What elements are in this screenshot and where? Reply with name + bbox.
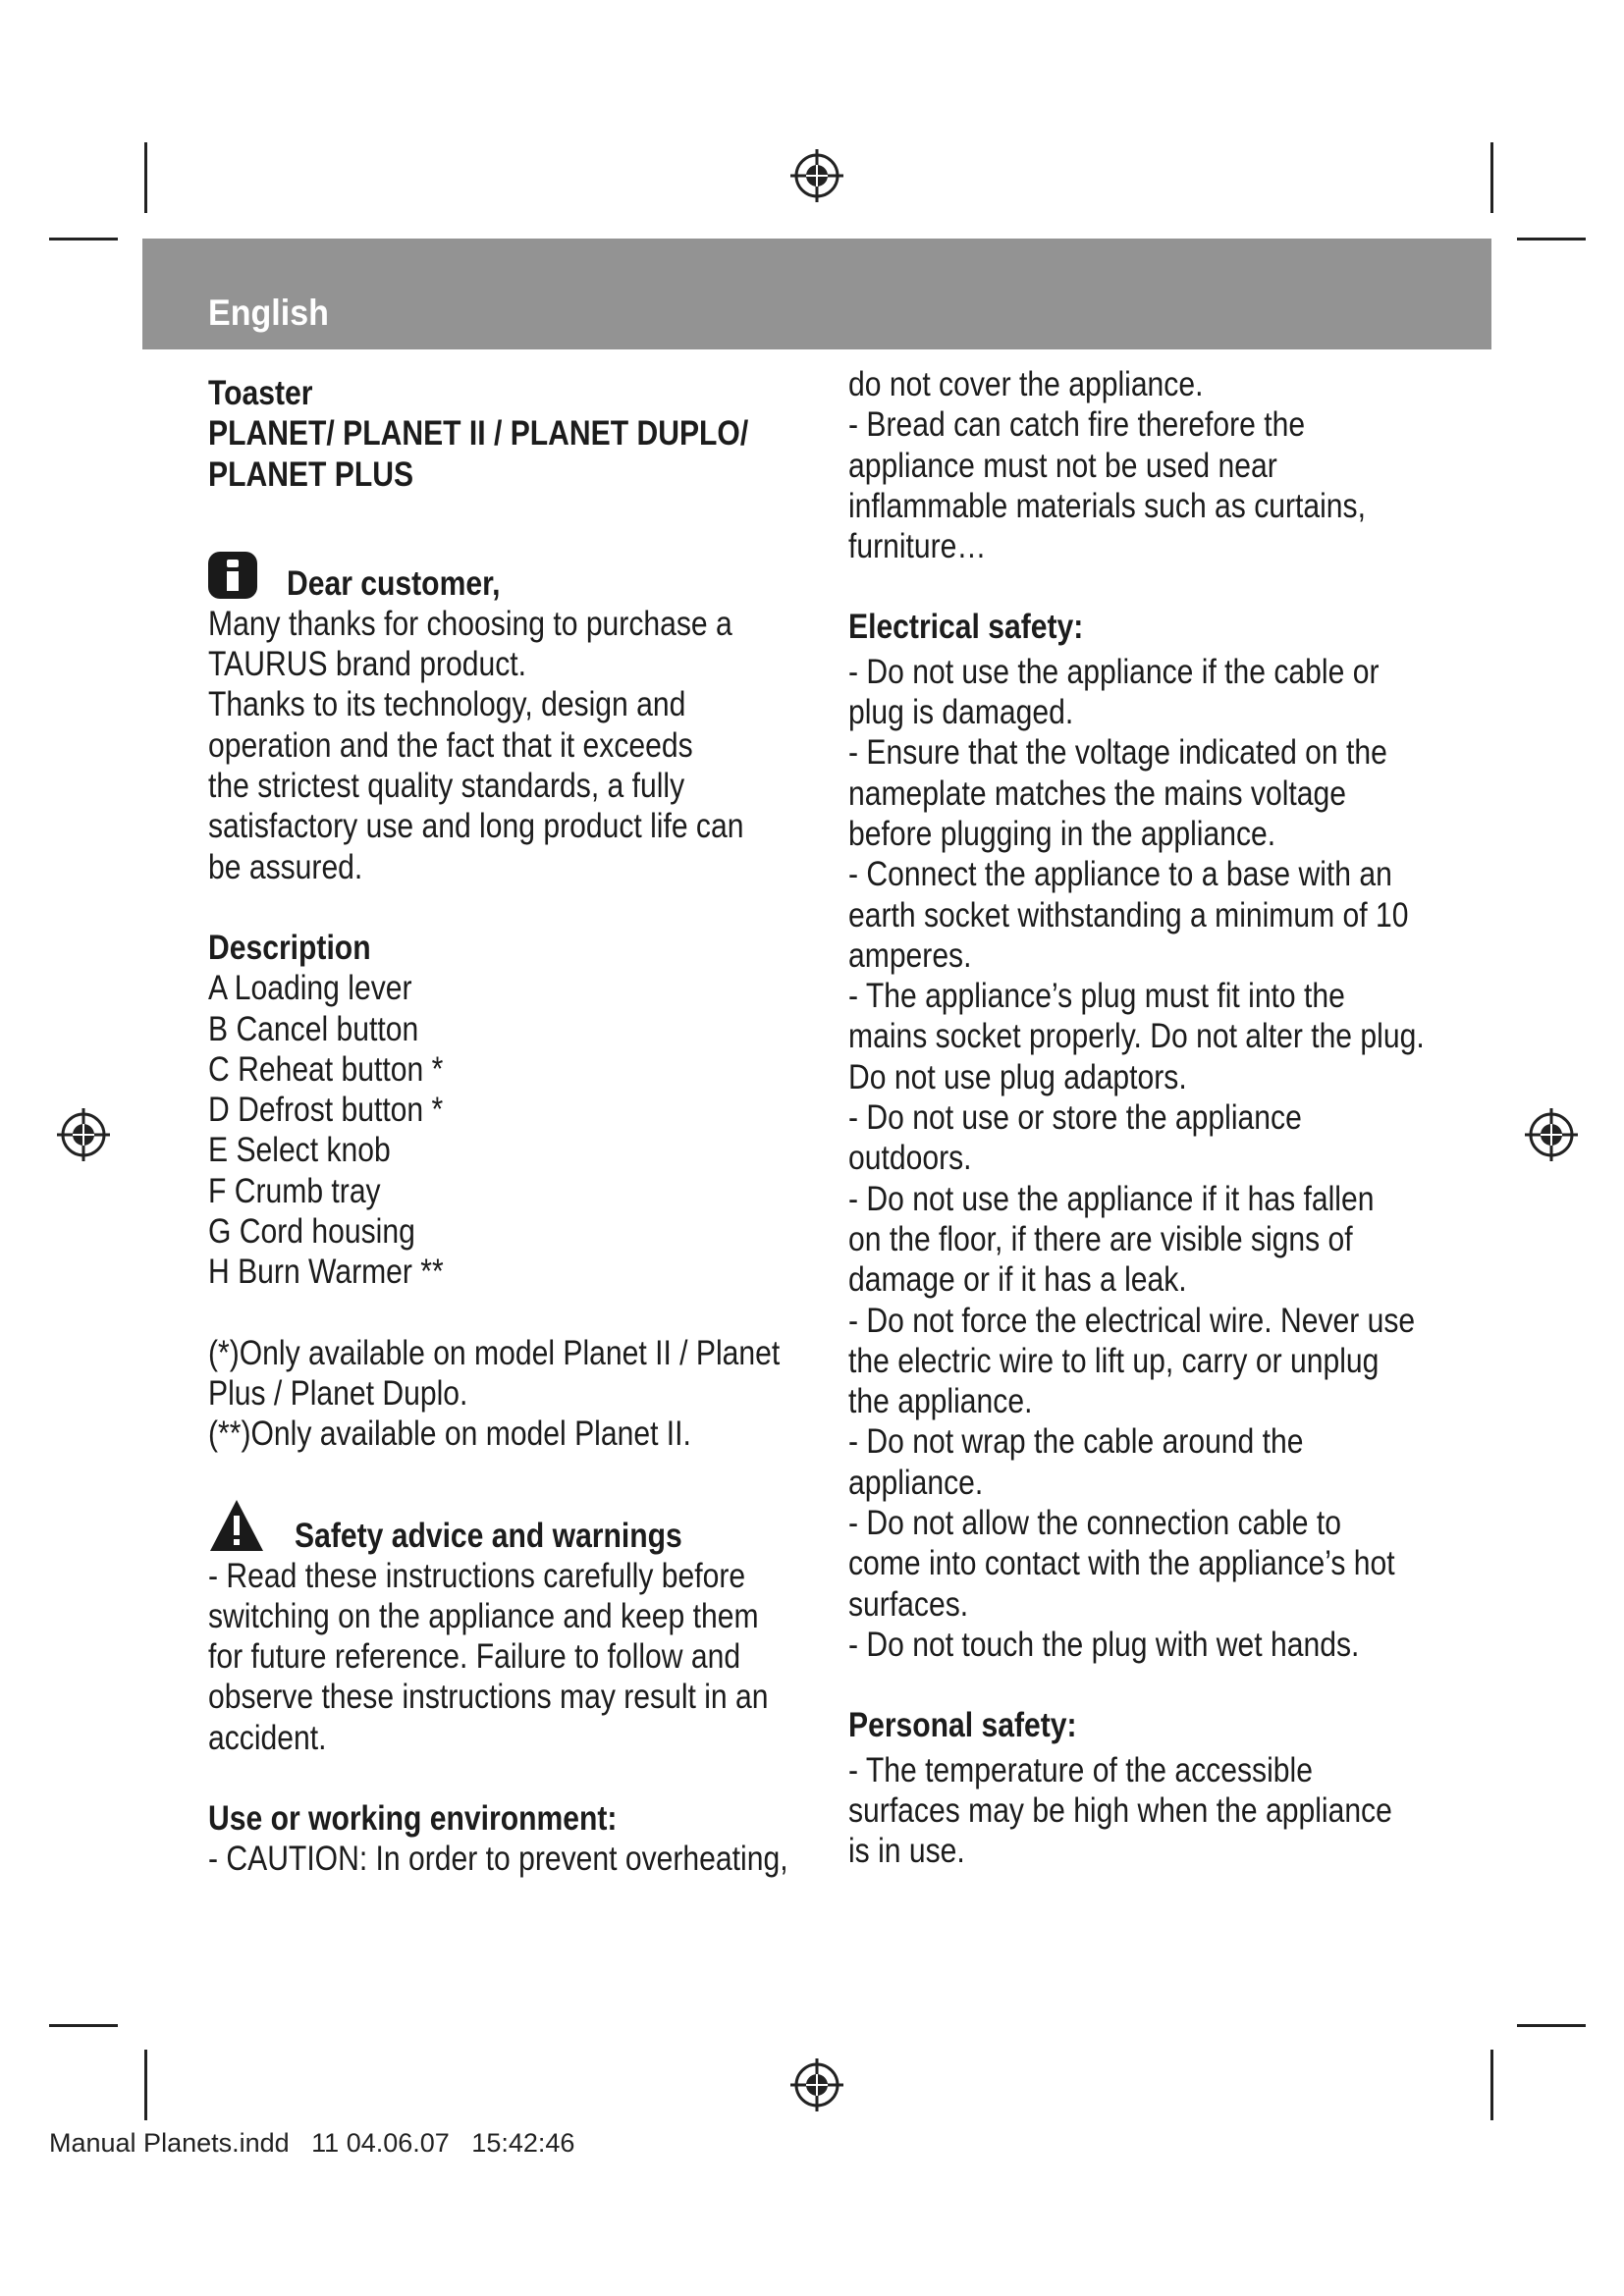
crop-mark-bottom-left-v [144,2050,147,2120]
language-title: English [208,293,329,333]
product-models-line-2: PLANET PLUS [208,454,414,494]
print-slug: Manual Planets.indd 11 04.06.07 15:42:46 [49,2128,575,2158]
registration-mark-left-icon [55,1106,112,1163]
description-item: C Reheat button * [208,1049,444,1089]
safety-heading: Safety advice and warnings [295,1516,682,1555]
description-item: B Cancel button [208,1009,419,1048]
personal-heading: Personal safety: [848,1706,1077,1745]
electrical-line: outdoors. [848,1139,972,1178]
electrical-line: - Do not use the appliance if it has fallen [848,1179,1375,1218]
personal-line: surfaces may be high when the appliance [848,1790,1392,1830]
registration-mark-top-icon [788,147,845,204]
intro-heading-row [208,563,837,604]
electrical-line: before plugging in the appliance. [848,814,1276,853]
crop-mark-top-right-v [1490,142,1493,213]
description-item: A Loading lever [208,969,412,1008]
electrical-line: - Do not allow the connection cable to [848,1504,1341,1543]
electrical-line: mains socket properly. Do not alter the plug. [848,1017,1425,1056]
electrical-line: the electric wire to lift up, carry or unplug [848,1341,1380,1380]
intro-line: satisfactory use and long product life can [208,807,744,846]
electrical-line: on the floor, if there are visible signs of [848,1219,1353,1258]
electrical-line: - Do not force the electrical wire. Never use [848,1301,1416,1340]
crop-mark-top-right-h [1517,238,1586,240]
environment-line: - CAUTION: In order to prevent overheating, [208,1840,788,1879]
description-item: D Defrost button * [208,1091,444,1130]
product-type: Toaster [208,374,313,412]
environment-line: do not cover the appliance. [848,365,1204,403]
electrical-line: - Connect the appliance to a base with an [848,855,1392,894]
electrical-line: - Do not wrap the cable around the [848,1422,1304,1462]
crop-mark-bottom-right-v [1490,2050,1493,2120]
environment-heading: Use or working environment: [208,1799,618,1839]
electrical-heading: Electrical safety: [848,608,1084,647]
electrical-line: come into contact with the appliance’s hot [848,1544,1395,1583]
description-item: E Select knob [208,1131,391,1170]
electrical-line: - Do not use or store the appliance [848,1098,1302,1138]
intro-line: operation and the fact that it exceeds [208,725,693,765]
crop-mark-bottom-right-h [1517,2024,1586,2027]
safety-heading-row [208,1516,837,1556]
availability-note: Plus / Planet Duplo. [208,1373,468,1413]
left-column [208,373,837,1880]
crop-mark-bottom-left-h [49,2024,118,2027]
safety-text [208,1556,838,1880]
environment-line: furniture… [848,527,987,566]
safety-line: for future reference. Failure to follow and [208,1637,741,1677]
availability-note: (*)Only available on model Planet II / Planet [208,1333,781,1372]
right-column [848,364,1487,1871]
crop-mark-top-left-v [144,142,147,213]
electrical-line: surfaces. [848,1584,969,1624]
electrical-line: plug is damaged. [848,693,1074,732]
registration-mark-bottom-icon [788,2056,845,2113]
safety-line: observe these instructions may result in an [208,1678,769,1717]
intro-text [208,604,838,1455]
environment-line: - Bread can catch fire therefore the [848,405,1306,445]
electrical-line: - Do not use the appliance if the cable or [848,652,1380,691]
description-item: H Burn Warmer ** [208,1253,444,1292]
environment-line: appliance must not be used near [848,446,1277,485]
electrical-line: nameplate matches the mains voltage [848,774,1346,813]
electrical-line: - Do not touch the plug with wet hands. [848,1625,1360,1664]
electrical-line: - Ensure that the voltage indicated on the [848,733,1387,773]
safety-line: switching on the appliance and keep them [208,1596,759,1635]
availability-note: (**)Only available on model Planet II. [208,1415,691,1454]
safety-line: accident. [208,1718,327,1757]
electrical-line: damage or if it has a leak. [848,1260,1187,1300]
electrical-line: - The appliance’s plug must fit into the [848,977,1345,1016]
warning-icon [208,1498,265,1553]
environment-line: inflammable materials such as curtains, [848,486,1366,525]
electrical-line: Do not use plug adaptors. [848,1057,1187,1096]
product-models-line-1: PLANET/ PLANET II / PLANET DUPLO/ [208,414,749,454]
description-item: F Crumb tray [208,1171,381,1210]
intro-line: be assured. [208,847,363,886]
description-item: G Cord housing [208,1212,415,1252]
electrical-line: the appliance. [848,1382,1033,1421]
safety-line: - Read these instructions carefully before [208,1556,746,1595]
intro-line: Many thanks for choosing to purchase a [208,604,732,643]
personal-line: is in use. [848,1832,965,1871]
info-icon [208,552,257,599]
electrical-line: earth socket withstanding a minimum of 10 [848,895,1409,934]
personal-line: - The temperature of the accessible [848,1750,1313,1789]
description-heading: Description [208,928,371,967]
electrical-line: amperes. [848,935,972,975]
intro-heading: Dear customer, [287,563,501,603]
intro-line: TAURUS brand product. [208,645,526,684]
intro-line: the strictest quality standards, a fully [208,767,685,806]
language-header-band [142,239,1491,349]
crop-mark-top-left-h [49,238,118,240]
registration-mark-right-icon [1523,1106,1580,1163]
electrical-line: appliance. [848,1463,984,1502]
intro-line: Thanks to its technology, design and [208,685,686,724]
